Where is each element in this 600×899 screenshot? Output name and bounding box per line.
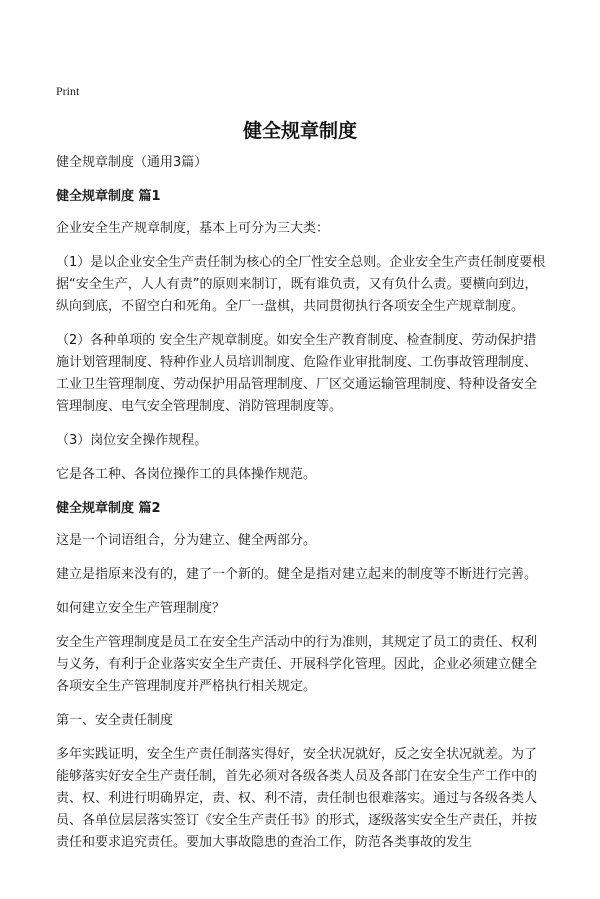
paragraph: （1）是以企业安全生产责任制为核心的全厂性安全总则。企业安全生产责任制度要根据“安全生产，人人有责”的原则来制订，既有谁负责，又有负什么责。要横向到边，纵向到底，不留空白和死角。全厂一盘棋，共同贯彻执行各项安全生产规章制度。 [56, 255, 546, 314]
document-subtitle: 健全规章制度（通用3篇） [56, 155, 208, 170]
document-title: 健全规章制度 [242, 120, 357, 142]
section-heading-2: 健全规章制度 篇2 [56, 501, 161, 516]
paragraph: 如何建立安全生产管理制度？ [56, 601, 226, 616]
paragraph: 这是一个词语组合，分为建立、健全两部分。 [56, 533, 317, 548]
paragraph: 多年实践证明，安全生产责任制落实得好，安全状况就好，反之安全状况就差。为了能够落实好安全生产责任制，首先必须对各级各类人员及各部门在安全生产工作中的责、权、利进行明确界定，责、权、利不清，责任制也很难落实。通过与各级各类人员、各单位层层落实签订《安全生产责任书》的形式，逐级落实安全生产责任，并按责任和要求追究责任。要加大事故隐患的查治工作，防范各类事故的发生 [56, 747, 538, 850]
subheading: 第一、安全责任制度 [56, 713, 174, 728]
paragraph: 它是各工种、各岗位操作工的具体操作规范。 [56, 467, 317, 482]
paragraph: 安全生产管理制度是员工在安全生产活动中的行为准则，其规定了员工的责任、权利与义务，有利于企业落实安全生产责任、开展科学化管理。因此，企业必须建立健全各项安全生产管理制度并严格执行相关规定。 [56, 635, 538, 694]
paragraph: 企业安全生产规章制度，基本上可分为三大类： [56, 221, 330, 236]
section-heading-1: 健全规章制度 篇1 [56, 189, 161, 204]
document-body [56, 152, 546, 866]
paragraph: 建立是指原来没有的，建了一个新的。健全是指对建立起来的制度等不断进行完善。 [56, 567, 538, 582]
paragraph: （2）各种单项的 安全生产规章制度。如安全生产教育制度、检查制度、劳动保护措施计划管理制度、特种作业人员培训制度、危险作业审批制度、工伤事故管理制度、工业卫生管理制度、劳动保护用品管理制度、厂区交通运输管理制度、特种设备安全管理制度、电气安全管理制度、消防管理制度等。 [56, 333, 538, 414]
print-label: Print [56, 84, 80, 98]
paragraph: （3）岗位安全操作规程。 [56, 433, 208, 448]
